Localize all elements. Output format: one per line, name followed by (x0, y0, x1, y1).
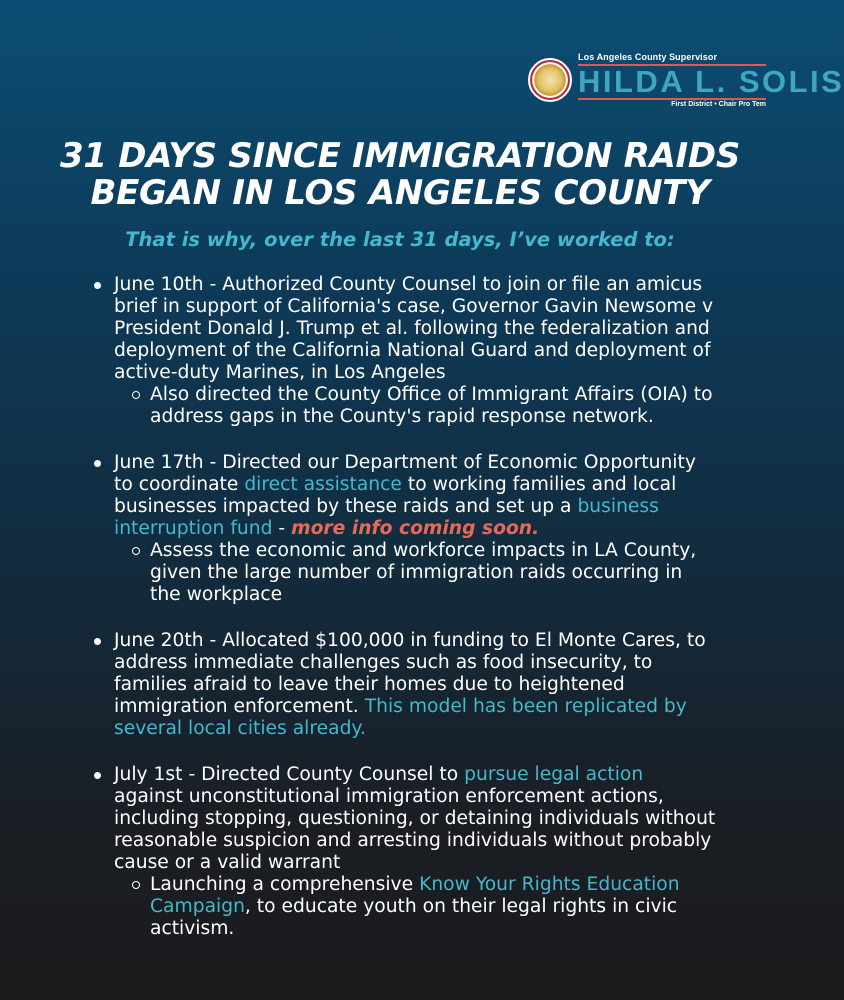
list-item (92, 630, 717, 740)
list-item (92, 274, 717, 428)
coming-soon-note: more info coming soon. (291, 518, 540, 539)
list-item (92, 764, 717, 940)
sub-list-item (114, 874, 717, 940)
item-text: against unconstitutional immigration enforcement actions, including stopping, questioning, or detaining individuals without reasonable suspicion and arresting individuals without probably cause or a valid warrant (114, 786, 716, 873)
item-text: June 20th - Allocated $100,000 in funding to El Monte Cares, to address immediate challenges such as food insecurity, to families afraid to leave their homes due to heightened immigration enforcement. (114, 630, 706, 717)
direct-assistance-link[interactable]: direct assistance (244, 474, 402, 495)
county-seal-icon (528, 58, 572, 102)
title-line-1: 31 DAYS SINCE IMMIGRATION RAIDS (59, 136, 741, 176)
brand-text (578, 52, 844, 108)
sub-list-item: Assess the economic and workforce impacts in LA County, given the large number of immigration raids occurring in the workplace (114, 540, 717, 606)
legal-action-link[interactable]: pursue legal action (464, 764, 644, 785)
item-text: July 1st - Directed County Counsel to (114, 764, 465, 785)
brand-supervisor-label: Los Angeles County Supervisor (578, 52, 718, 62)
page-title (0, 138, 800, 212)
page-subtitle: That is why, over the last 31 days, I’ve worked to: (125, 228, 675, 251)
model-replicated-link[interactable]: This model has been replicated by several local cities already. (114, 696, 687, 739)
know-your-rights-link[interactable]: Know Your Rights Education Campaign (150, 874, 680, 917)
item-text: - (272, 518, 292, 539)
sub-item-text: Launching a comprehensive (150, 874, 420, 895)
action-list (92, 274, 717, 964)
business-interruption-fund-link[interactable]: business interruption fund (114, 496, 659, 539)
title-line-2: BEGAN IN LOS ANGELES COUNTY (90, 173, 710, 213)
supervisor-logo (528, 52, 844, 108)
sub-list-item: Also directed the County Office of Immigrant Affairs (OIA) to address gaps in the County's rapid response network. (114, 384, 717, 428)
brand-name: HILDA L. SOLIS (578, 64, 844, 99)
item-text: June 17th - Directed our Department of Economic Opportunity to coordinate (114, 452, 696, 495)
item-text: June 10th - Authorized County Counsel to join or file an amicus brief in support of California's case, Governor Gavin Newsome v President Donald J. Trump et al. following the federalization and deployment of the California National Guard and deployment of active-duty Marines, in Los Angeles (114, 274, 714, 383)
item-text: to working families and local businesses impacted by these raids and set up a (114, 474, 677, 517)
sub-item-text: , to educate youth on their legal rights in civic activism. (150, 896, 678, 939)
brand-district: First District • Chair Pro Tem (671, 101, 766, 108)
list-item (92, 452, 717, 606)
